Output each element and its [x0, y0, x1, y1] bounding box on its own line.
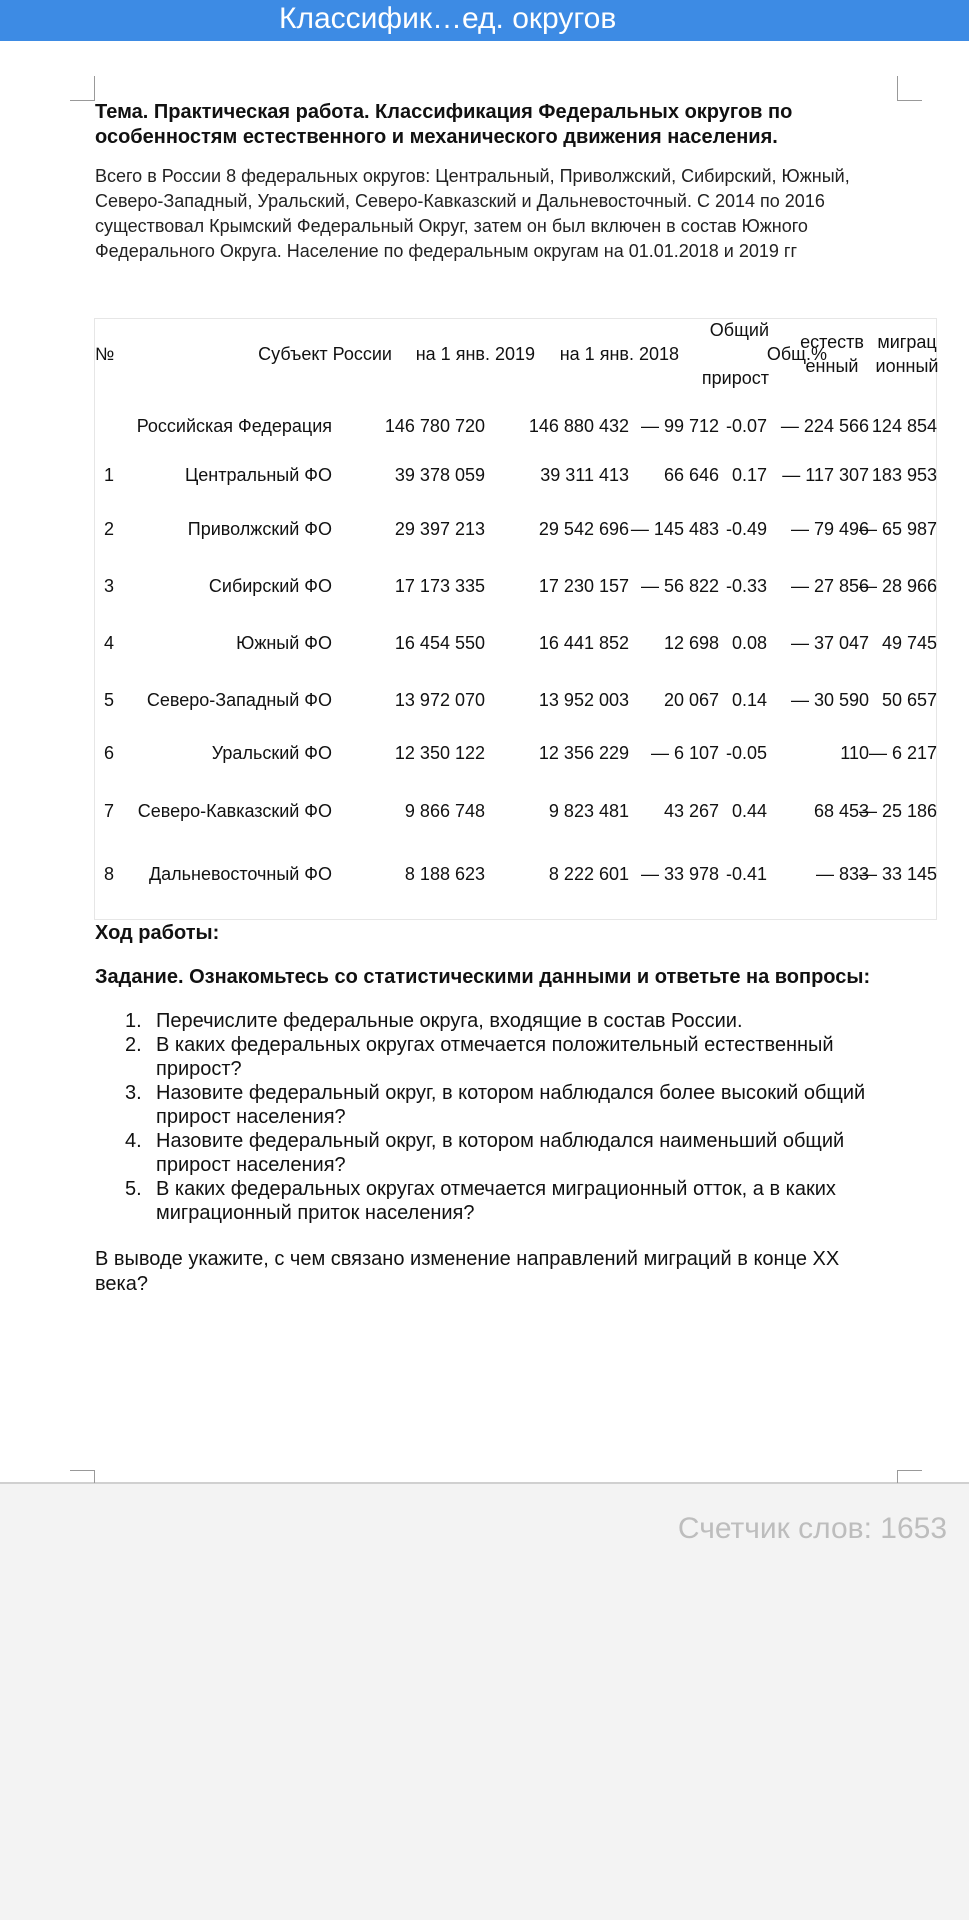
task-text: В каких федеральных округах отмечается положительный естественный прирост? [156, 1034, 834, 1080]
row-pct: 0.44 [731, 801, 767, 821]
row-pct: -0.41 [725, 864, 767, 884]
header-subject: Субъект России [258, 344, 392, 364]
margin-corner-top-left [70, 76, 95, 101]
header-jan2019: на 1 янв. 2019 [415, 344, 535, 364]
row-migr: — 65 987 [858, 519, 937, 539]
row-natural: — 224 566 [780, 416, 869, 436]
row-num: 7 [104, 801, 115, 821]
row-jan2019: 146 780 720 [384, 416, 485, 436]
row-natural: — 30 590 [790, 690, 869, 710]
row-jan2018: 16 441 852 [538, 633, 629, 653]
header-natural-top: естеств [800, 332, 864, 352]
row-jan2019: 12 350 122 [394, 743, 485, 763]
document-title[interactable]: Классифик…ед. округов [279, 2, 617, 35]
row-natural: — 117 307 [782, 465, 869, 485]
row-jan2019: 29 397 213 [394, 519, 485, 539]
page-edge [0, 1482, 969, 1484]
row-migr: — 25 186 [858, 801, 937, 821]
row-subject: Северо-Кавказский ФО [137, 801, 332, 821]
row-pct: -0.05 [725, 743, 767, 763]
row-natural: 68 453 [813, 801, 869, 821]
row-subject: Сибирский ФО [208, 576, 332, 596]
task-number: 5. [125, 1178, 142, 1200]
header-jan2018: на 1 янв. 2018 [559, 344, 679, 364]
row-migr: 49 745 [881, 633, 937, 653]
progress-heading: Ход работы: [95, 922, 220, 944]
row-pct: -0.07 [725, 416, 767, 436]
document-heading: Тема. Практическая работа. Классификация Федеральных округов по особенностям естественного и механического движения населения. [95, 101, 793, 148]
task-number: 2. [125, 1034, 142, 1056]
row-jan2019: 9 866 748 [404, 801, 485, 821]
row-jan2019: 16 454 550 [394, 633, 485, 653]
conclusion-paragraph: В выводе укажите, с чем связано изменение направлений миграций в конце XX века? [95, 1248, 840, 1295]
row-total: — 56 822 [640, 576, 719, 596]
list-item [95, 1177, 895, 1225]
task-text: В каких федеральных округах отмечается миграционный отток, а в каких миграционный приток населения? [156, 1178, 836, 1224]
row-subject: Приволжский ФО [187, 519, 332, 539]
row-migr: 50 657 [881, 690, 937, 710]
task-number: 1. [125, 1010, 142, 1032]
task-number: 4. [125, 1130, 142, 1152]
header-total-bottom: прирост [701, 368, 769, 388]
row-total: 20 067 [663, 690, 719, 710]
row-subject: Уральский ФО [211, 743, 332, 763]
row-total: 12 698 [663, 633, 719, 653]
row-total: — 6 107 [650, 743, 719, 763]
row-total: — 145 483 [630, 519, 719, 539]
row-jan2019: 8 188 623 [404, 864, 485, 884]
row-subject: Южный ФО [236, 633, 332, 653]
row-migr: — 28 966 [858, 576, 937, 596]
row-jan2018: 17 230 157 [538, 576, 629, 596]
task-text: Перечислите федеральные округа, входящие в состав России. [156, 1010, 743, 1032]
row-migr: — 33 145 [858, 864, 937, 884]
header-total-top: Общий [709, 320, 769, 340]
task-text: Назовите федеральный округ, в котором наблюдался более высокий общий прирост населения? [156, 1082, 866, 1128]
header-migr-bottom: ионный [875, 356, 939, 376]
task-list [95, 1009, 895, 1225]
population-table [94, 318, 937, 920]
list-item [95, 1009, 895, 1033]
row-subject: Российская Федерация [136, 416, 332, 436]
row-subject: Дальневосточный ФО [148, 864, 332, 884]
row-natural: — 833 [815, 864, 869, 884]
header-pct: Общ.% [766, 344, 827, 364]
intro-paragraph: Всего в России 8 федеральных округов: Центральный, Приволжский, Сибирский, Южный, Северо-Западный, Уральский, Северо-Кавказский и Дальневосточный. С 2014 по 2016 существовал Крымский Федеральный Округ, затем он был включен в состав Южного Федерального Округа. Население по федеральным округам на 01.01.2018 и 2019 гг [95, 166, 850, 261]
row-total: 43 267 [663, 801, 719, 821]
row-pct: 0.14 [731, 690, 767, 710]
margin-corner-bottom-left [70, 1470, 95, 1483]
row-natural: 110 [840, 743, 869, 763]
row-num: 2 [104, 519, 115, 539]
row-jan2018: 13 952 003 [538, 690, 629, 710]
header-migr-top: миграц [877, 332, 937, 352]
task-heading: Задание. Ознакомьтесь со статистическими данными и ответьте на вопросы: [95, 966, 871, 988]
header-num: № [95, 344, 115, 364]
row-pct: 0.17 [731, 465, 767, 485]
row-jan2019: 39 378 059 [394, 465, 485, 485]
row-num: 6 [104, 743, 115, 763]
list-item [95, 1033, 895, 1081]
row-natural: — 79 496 [790, 519, 869, 539]
row-jan2018: 12 356 229 [538, 743, 629, 763]
row-jan2018: 29 542 696 [538, 519, 629, 539]
list-item [95, 1129, 895, 1177]
task-text: Назовите федеральный округ, в котором наблюдался наименьший общий прирост населения? [156, 1130, 845, 1176]
margin-corner-top-right [897, 76, 922, 101]
row-migr: 124 854 [871, 416, 937, 436]
row-subject: Центральный ФО [184, 465, 332, 485]
row-pct: -0.33 [725, 576, 767, 596]
row-total: — 99 712 [640, 416, 719, 436]
header-natural-bottom: енный [805, 356, 859, 376]
row-natural: — 27 856 [790, 576, 869, 596]
row-natural: — 37 047 [790, 633, 869, 653]
title-bar [0, 0, 969, 41]
row-pct: -0.49 [725, 519, 767, 539]
row-num: 4 [104, 633, 115, 653]
row-total: — 33 978 [640, 864, 719, 884]
row-num: 8 [104, 864, 115, 884]
row-migr: — 6 217 [868, 743, 937, 763]
list-item [95, 1081, 895, 1129]
row-num: 1 [104, 465, 115, 485]
margin-corner-bottom-right [897, 1470, 922, 1483]
row-jan2018: 9 823 481 [548, 801, 629, 821]
row-num: 5 [104, 690, 115, 710]
row-jan2018: 39 311 413 [540, 465, 629, 485]
row-jan2018: 8 222 601 [548, 864, 629, 884]
row-total: 66 646 [663, 465, 719, 485]
word-count-status[interactable]: Счетчик слов: 1653 [677, 1512, 947, 1545]
row-jan2019: 13 972 070 [394, 690, 485, 710]
task-number: 3. [125, 1082, 142, 1104]
row-num: 3 [104, 576, 115, 596]
row-pct: 0.08 [731, 633, 767, 653]
row-migr: 183 953 [871, 465, 937, 485]
row-jan2018: 146 880 432 [528, 416, 629, 436]
row-jan2019: 17 173 335 [394, 576, 485, 596]
row-subject: Северо-Западный ФО [146, 690, 332, 710]
